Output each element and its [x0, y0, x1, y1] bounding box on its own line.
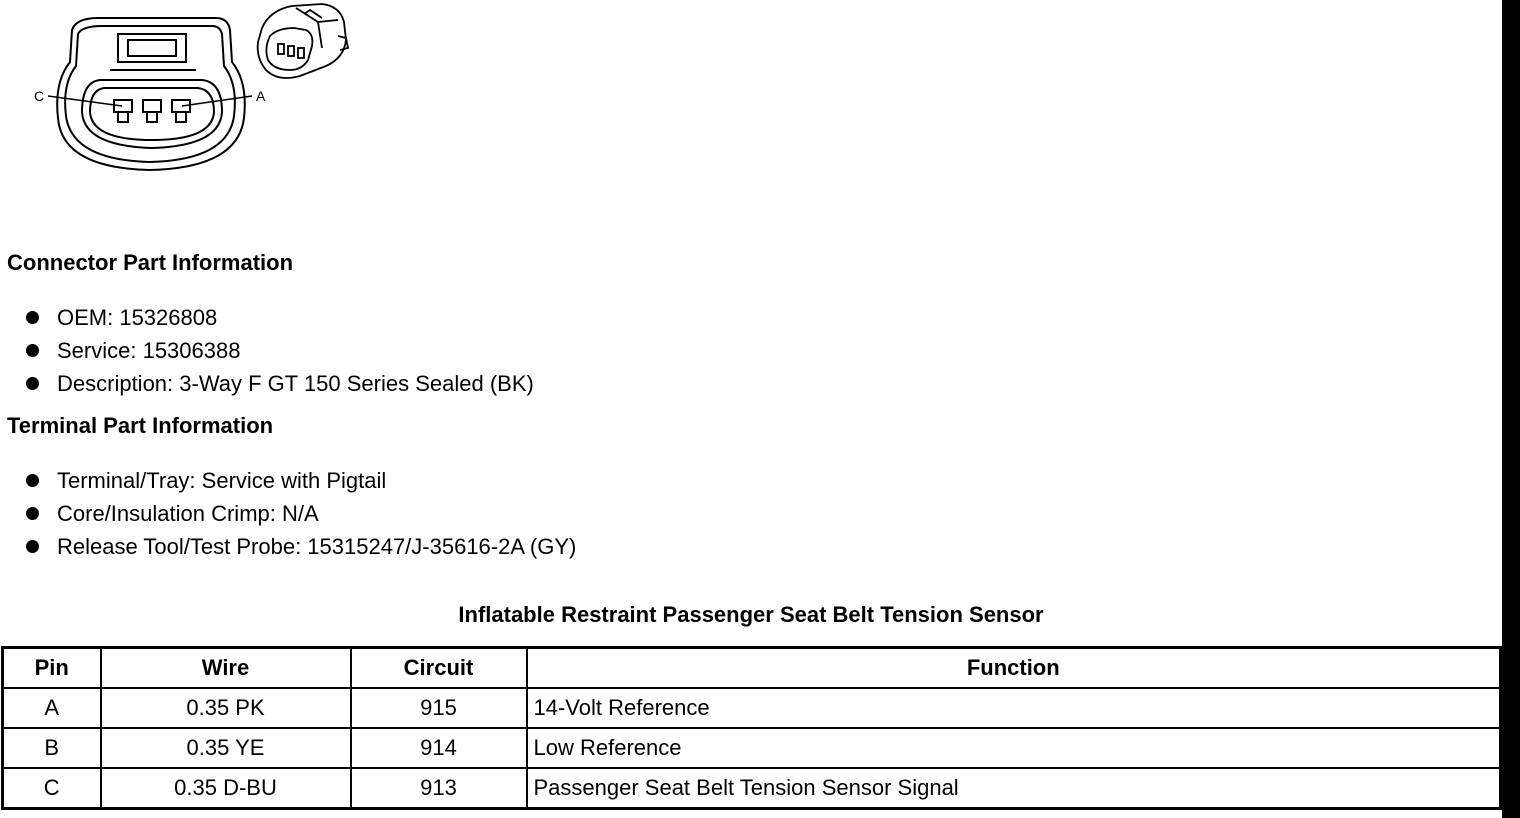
pinout-table — [1, 646, 1502, 810]
pin-label-c: C — [34, 88, 45, 104]
core-insulation-crimp: Core/Insulation Crimp: N/A — [57, 501, 319, 526]
connector-part-info-list — [25, 301, 534, 400]
connector-part-info-heading: Connector Part Information — [7, 250, 294, 275]
wire-cell: 0.35 D-BU — [101, 768, 351, 809]
service-part-number: Service: 15306388 — [57, 338, 241, 363]
list-item — [25, 497, 576, 530]
leader-line-a — [182, 96, 252, 106]
column-header-function: Function — [527, 648, 1501, 689]
connector-diagram — [0, 0, 360, 190]
function-cell: Low Reference — [527, 728, 1501, 768]
list-item — [25, 464, 576, 497]
pin-label-a: A — [256, 88, 266, 104]
list-item — [25, 367, 534, 400]
bullet-icon — [26, 344, 39, 357]
bullet-icon — [26, 311, 39, 324]
bullet-icon — [26, 540, 39, 553]
terminal-tray: Terminal/Tray: Service with Pigtail — [57, 468, 387, 493]
pin-cell: B — [3, 728, 101, 768]
column-header-wire: Wire — [101, 648, 351, 689]
column-header-circuit: Circuit — [351, 648, 527, 689]
terminal-cavity-b — [143, 100, 161, 122]
page-edge-bar — [1502, 0, 1520, 818]
oem-part-number: OEM: 15326808 — [57, 305, 218, 330]
connector-description: Description: 3-Way F GT 150 Series Sealed (BK) — [57, 371, 534, 396]
circuit-cell: 915 — [351, 688, 527, 728]
connector-perspective-view — [258, 4, 348, 78]
bullet-icon — [26, 377, 39, 390]
terminal-cavity-a — [172, 100, 190, 122]
pin-cell: A — [3, 688, 101, 728]
wire-cell: 0.35 PK — [101, 688, 351, 728]
bullet-icon — [26, 507, 39, 520]
column-header-pin: Pin — [3, 648, 101, 689]
terminal-part-info-list — [25, 464, 576, 563]
list-item — [25, 530, 576, 563]
leader-line-c — [48, 96, 122, 106]
circuit-cell: 914 — [351, 728, 527, 768]
connector-seal-face — [82, 80, 222, 148]
terminal-part-info-heading: Terminal Part Information — [7, 413, 274, 438]
pinout-table-title: Inflatable Restraint Passenger Seat Belt Tension Sensor — [458, 602, 1044, 627]
table-row — [3, 768, 1501, 809]
list-item — [25, 334, 534, 367]
function-cell: Passenger Seat Belt Tension Sensor Signal — [527, 768, 1501, 809]
table-header-row — [3, 648, 1501, 689]
bullet-icon — [26, 474, 39, 487]
release-tool-test-probe: Release Tool/Test Probe: 15315247/J-35616-2A (GY) — [57, 534, 577, 559]
list-item — [25, 301, 534, 334]
function-cell: 14-Volt Reference — [527, 688, 1501, 728]
table-row — [3, 688, 1501, 728]
wire-cell: 0.35 YE — [101, 728, 351, 768]
circuit-cell: 913 — [351, 768, 527, 809]
terminal-cavity-c — [114, 100, 132, 122]
pin-cell: C — [3, 768, 101, 809]
table-row — [3, 728, 1501, 768]
